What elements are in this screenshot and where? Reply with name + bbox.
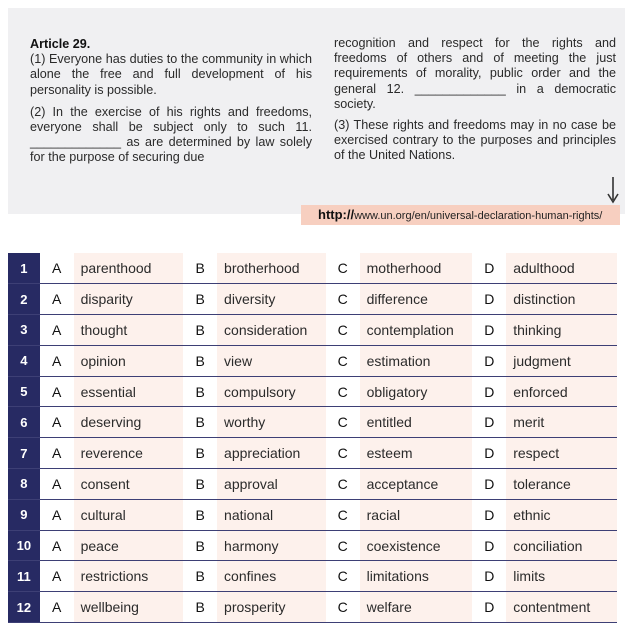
option-letter-c: C	[326, 376, 360, 407]
option-d[interactable]: judgment	[506, 345, 617, 376]
url-prefix: http://	[318, 207, 355, 222]
option-b[interactable]: compulsory	[217, 376, 326, 407]
option-letter-b: B	[183, 592, 217, 623]
option-letter-a: A	[40, 315, 74, 346]
option-letter-c: C	[326, 469, 360, 500]
option-c[interactable]: difference	[360, 284, 473, 315]
option-letter-d: D	[472, 438, 506, 469]
option-c[interactable]: esteem	[360, 438, 473, 469]
option-letter-d: D	[472, 315, 506, 346]
option-c[interactable]: acceptance	[360, 469, 473, 500]
option-a[interactable]: consent	[74, 469, 184, 500]
option-letter-c: C	[326, 499, 360, 530]
option-letter-a: A	[40, 376, 74, 407]
option-letter-d: D	[472, 530, 506, 561]
option-letter-a: A	[40, 284, 74, 315]
option-letter-d: D	[472, 561, 506, 592]
article-paragraph-1	[30, 37, 312, 98]
option-c[interactable]: estimation	[360, 345, 473, 376]
options-table	[8, 253, 617, 623]
option-b[interactable]: appreciation	[217, 438, 326, 469]
option-d[interactable]: distinction	[506, 284, 617, 315]
option-b[interactable]: national	[217, 499, 326, 530]
question-number: 9	[8, 499, 40, 530]
option-d[interactable]: enforced	[506, 376, 617, 407]
question-number: 2	[8, 284, 40, 315]
option-row	[8, 469, 617, 500]
question-number: 7	[8, 438, 40, 469]
option-letter-c: C	[326, 407, 360, 438]
option-b[interactable]: prosperity	[217, 592, 326, 623]
option-letter-b: B	[183, 499, 217, 530]
article-left-column	[30, 37, 312, 172]
option-d[interactable]: merit	[506, 407, 617, 438]
option-a[interactable]: cultural	[74, 499, 184, 530]
option-row	[8, 407, 617, 438]
article-title: Article 29.	[30, 37, 91, 51]
option-c[interactable]: racial	[360, 499, 473, 530]
option-b[interactable]: worthy	[217, 407, 326, 438]
option-letter-a: A	[40, 345, 74, 376]
option-row	[8, 438, 617, 469]
option-letter-b: B	[183, 376, 217, 407]
option-b[interactable]: view	[217, 345, 326, 376]
option-row	[8, 530, 617, 561]
option-letter-a: A	[40, 592, 74, 623]
option-letter-b: B	[183, 469, 217, 500]
article-box	[8, 8, 625, 214]
question-number: 3	[8, 315, 40, 346]
source-url[interactable]	[301, 205, 620, 225]
option-a[interactable]: restrictions	[74, 561, 184, 592]
question-number: 12	[8, 592, 40, 623]
option-letter-a: A	[40, 530, 74, 561]
option-letter-b: B	[183, 284, 217, 315]
option-a[interactable]: wellbeing	[74, 592, 184, 623]
option-letter-d: D	[472, 407, 506, 438]
option-letter-b: B	[183, 438, 217, 469]
option-row	[8, 376, 617, 407]
option-letter-a: A	[40, 499, 74, 530]
option-c[interactable]: contemplation	[360, 315, 473, 346]
option-letter-a: A	[40, 561, 74, 592]
option-letter-c: C	[326, 438, 360, 469]
option-letter-d: D	[472, 345, 506, 376]
option-c[interactable]: welfare	[360, 592, 473, 623]
question-number: 10	[8, 530, 40, 561]
option-d[interactable]: limits	[506, 561, 617, 592]
option-d[interactable]: thinking	[506, 315, 617, 346]
option-row	[8, 315, 617, 346]
option-row	[8, 253, 617, 284]
question-number: 11	[8, 561, 40, 592]
option-letter-d: D	[472, 253, 506, 284]
question-number: 6	[8, 407, 40, 438]
question-number: 1	[8, 253, 40, 284]
option-letter-d: D	[472, 376, 506, 407]
option-a[interactable]: disparity	[74, 284, 184, 315]
option-c[interactable]: motherhood	[360, 253, 473, 284]
option-c[interactable]: obligatory	[360, 376, 473, 407]
option-letter-b: B	[183, 530, 217, 561]
option-c[interactable]: limitations	[360, 561, 473, 592]
option-d[interactable]: adulthood	[506, 253, 617, 284]
option-letter-c: C	[326, 561, 360, 592]
option-d[interactable]: contentment	[506, 592, 617, 623]
option-a[interactable]: parenthood	[74, 253, 184, 284]
question-number: 8	[8, 469, 40, 500]
option-letter-d: D	[472, 592, 506, 623]
option-b[interactable]: diversity	[217, 284, 326, 315]
option-a[interactable]: reverence	[74, 438, 184, 469]
question-number: 4	[8, 345, 40, 376]
article-paragraph-3: (3) These rights and freedoms may in no case be exercised contrary to the purposes and principles of the United Nations.	[334, 118, 616, 163]
option-a[interactable]: thought	[74, 315, 184, 346]
option-letter-a: A	[40, 469, 74, 500]
article-paragraph-2-start: (2) In the exercise of his rights and freedoms, everyone shall be subject only to such 11. _____________ as are determined by law solely for the purpose of securing due	[30, 104, 312, 165]
option-letter-c: C	[326, 345, 360, 376]
option-b[interactable]: harmony	[217, 530, 326, 561]
option-letter-b: B	[183, 315, 217, 346]
option-letter-b: B	[183, 561, 217, 592]
article-paragraph-1-text: (1) Everyone has duties to the community in which alone the free and full development of his personality is possible.	[30, 52, 312, 97]
url-path: www.un.org/en/universal-declaration-human-rights/	[354, 210, 603, 222]
option-letter-c: C	[326, 530, 360, 561]
option-letter-c: C	[326, 592, 360, 623]
option-letter-d: D	[472, 499, 506, 530]
option-a[interactable]: peace	[74, 530, 184, 561]
option-a[interactable]: deserving	[74, 407, 184, 438]
option-b[interactable]: confines	[217, 561, 326, 592]
option-letter-c: C	[326, 284, 360, 315]
option-letter-a: A	[40, 438, 74, 469]
option-letter-a: A	[40, 407, 74, 438]
option-letter-b: B	[183, 253, 217, 284]
option-row	[8, 499, 617, 530]
option-b[interactable]: approval	[217, 469, 326, 500]
option-d[interactable]: ethnic	[506, 499, 617, 530]
option-d[interactable]: respect	[506, 438, 617, 469]
option-row	[8, 592, 617, 623]
article-right-column	[334, 36, 616, 170]
article-paragraph-2-end: recognition and respect for the rights and freedoms of others and of meeting the just requirements of morality, public order and the general 12. _____________ in a democratic society.	[334, 36, 616, 111]
option-a[interactable]: opinion	[74, 345, 184, 376]
option-c[interactable]: entitled	[360, 407, 473, 438]
option-letter-a: A	[40, 253, 74, 284]
option-letter-d: D	[472, 469, 506, 500]
option-letter-b: B	[183, 407, 217, 438]
option-c[interactable]: coexistence	[360, 530, 473, 561]
option-d[interactable]: tolerance	[506, 469, 617, 500]
option-row	[8, 345, 617, 376]
arrow-down-icon	[606, 176, 620, 204]
option-b[interactable]: consideration	[217, 315, 326, 346]
option-d[interactable]: conciliation	[506, 530, 617, 561]
question-number: 5	[8, 376, 40, 407]
option-letter-c: C	[326, 315, 360, 346]
option-letter-b: B	[183, 345, 217, 376]
option-row	[8, 284, 617, 315]
option-letter-d: D	[472, 284, 506, 315]
option-b[interactable]: brotherhood	[217, 253, 326, 284]
option-a[interactable]: essential	[74, 376, 184, 407]
option-letter-c: C	[326, 253, 360, 284]
option-row	[8, 561, 617, 592]
